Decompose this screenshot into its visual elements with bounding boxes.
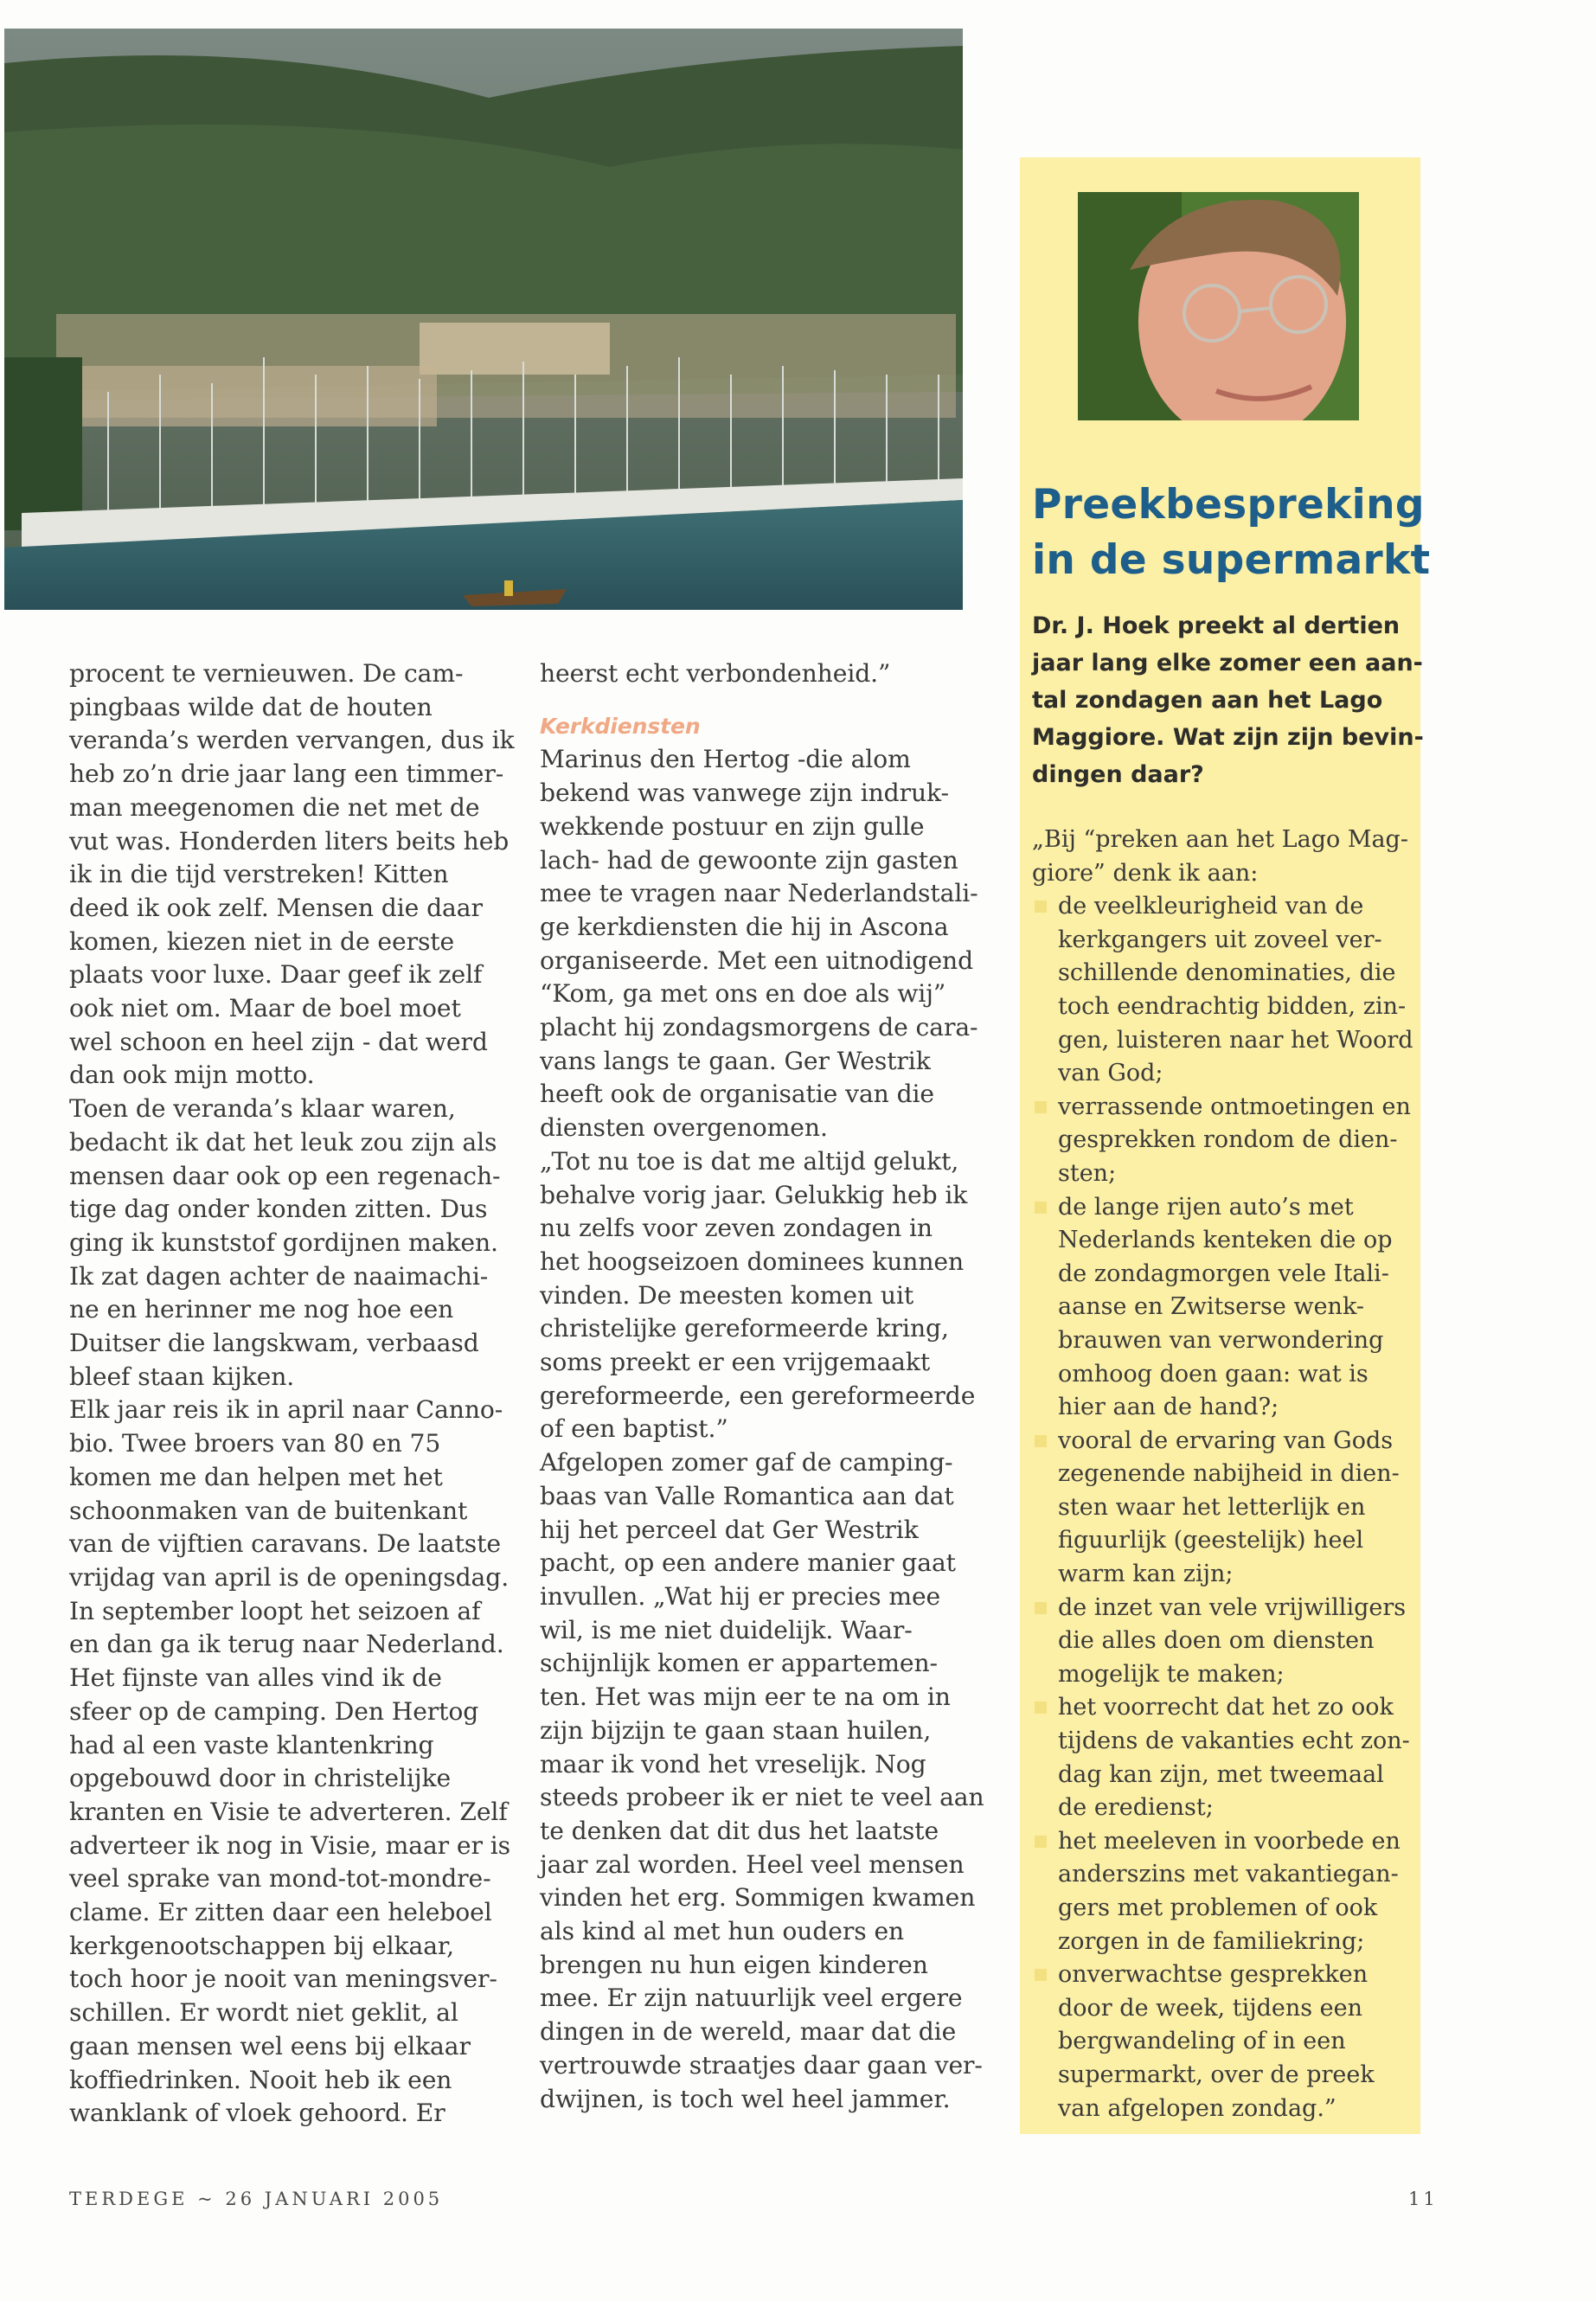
body-text-line: ik in die tijd verstreken! Kitten — [69, 860, 449, 889]
lead-line: giore” denk ik aan: — [1032, 859, 1259, 887]
body-text-line: „Tot nu toe is dat me altijd gelukt, — [540, 1146, 959, 1176]
body-text-line: christelijke gereformeerde kring, — [540, 1314, 949, 1343]
body-text-line: ging ik kunststof gordijnen maken. — [69, 1227, 498, 1257]
list-item-line: dag kan zijn, met tweemaal — [1058, 1760, 1384, 1788]
body-text-line: vinden het erg. Sommigen kwamen — [540, 1883, 976, 1913]
body-text-line: en dan ga ik terug naar Nederland. — [69, 1630, 504, 1659]
list-item — [1032, 1091, 1413, 1191]
body-text-line: heeft ook de organisatie van die — [540, 1080, 935, 1109]
body-text-line: vrijdag van april is de openingsdag. — [69, 1562, 510, 1592]
body-text-line: had al een vaste klantenkring — [69, 1730, 434, 1759]
intro-line: tal zondagen aan het Lago — [1032, 687, 1383, 714]
body-text-line: toch hoor je nooit van meningsver- — [69, 1965, 497, 1994]
body-text-line: vans langs te gaan. Ger Westrik — [540, 1046, 931, 1075]
list-item-line: Nederlands kenteken die op — [1058, 1227, 1393, 1254]
list-item-line: mogelijk te maken; — [1058, 1660, 1285, 1688]
body-text-line: steeds probeer ik er niet te veel aan — [540, 1783, 984, 1812]
list-item-line: supermarkt, over de preek — [1058, 2061, 1375, 2088]
list-item — [1032, 890, 1413, 1091]
body-text-line: schillen. Er wordt niet geklit, al — [69, 1998, 458, 2028]
list-item-line: tijdens de vakanties echt zon- — [1058, 1727, 1410, 1755]
col2-first-line: heerst echt verbondenheid.” — [540, 659, 891, 688]
footer-publication: TERDEGE ~ 26 JANUARI 2005 — [69, 2189, 444, 2209]
intro-line: dingen daar? — [1032, 761, 1204, 788]
list-item-line: gers met problemen of ook — [1058, 1894, 1378, 1921]
body-text-line: als kind al met hun ouders en — [540, 1917, 905, 1946]
intro-line: Dr. J. Hoek preekt al dertien — [1032, 612, 1401, 639]
body-text-line: diensten overgenomen. — [540, 1113, 828, 1143]
body-text-line: behalve vorig jaar. Gelukkig heb ik — [540, 1180, 968, 1209]
body-text-line: organiseerde. Met een uitnodigend — [540, 945, 974, 975]
list-item-line: van afgelopen zondag.” — [1058, 2094, 1336, 2122]
list-item — [1032, 1592, 1413, 1692]
body-text-line: kerkgenootschappen bij elkaar, — [69, 1931, 455, 1960]
body-column-1 — [69, 657, 515, 2131]
list-item-line: gen, luisteren naar het Woord — [1058, 1026, 1413, 1054]
page-number: 11 — [1408, 2189, 1439, 2209]
body-text-line: ne en herinner me nog hoe een — [69, 1295, 454, 1324]
intro-line: Maggiore. Wat zijn zijn bevin- — [1032, 724, 1424, 751]
body-text-line: van de vijftien caravans. De laatste — [69, 1529, 501, 1559]
list-item-line: anderszins met vakantiegan- — [1058, 1861, 1399, 1888]
body-text-line: soms preekt er een vrijgemaakt — [540, 1348, 931, 1377]
list-item-line: het meeleven in voorbede en — [1058, 1827, 1401, 1855]
body-text-line: dan ook mijn motto. — [69, 1061, 315, 1090]
body-text-line: bedacht ik dat het leuk zou zijn als — [69, 1127, 497, 1157]
body-text-line: mee te vragen naar Nederlandstali- — [540, 879, 978, 908]
body-text-line: jaar zal worden. Heel veel mensen — [540, 1849, 965, 1879]
body-text-line: pingbaas wilde dat de houten — [69, 692, 433, 721]
body-text-line: maar ik vond het vreselijk. Nog — [540, 1749, 926, 1779]
harbor-photo — [4, 29, 963, 610]
body-text-line: Ik zat dagen achter de naaimachi- — [69, 1261, 489, 1291]
body-text-line: baas van Valle Romantica aan dat — [540, 1481, 954, 1510]
list-item-line: aanse en Zwitserse wenk- — [1058, 1293, 1364, 1321]
list-item-line: figuurlijk (geestelijk) heel — [1058, 1527, 1364, 1554]
list-item-line: toch eendrachtig bidden, zin- — [1058, 992, 1407, 1020]
body-text-line: sfeer op de camping. Den Hertog — [69, 1696, 479, 1726]
list-item-line: omhoog doen gaan: wat is — [1058, 1360, 1368, 1388]
list-item-line: sten; — [1058, 1159, 1117, 1187]
body-text-line: wekkende postuur en zijn gulle — [540, 811, 925, 841]
sidebar-title-line: in de supermarkt — [1032, 536, 1431, 584]
list-item-line: bergwandeling of in een — [1058, 2028, 1346, 2055]
body-text-line: bleef staan kijken. — [69, 1362, 295, 1391]
body-text-line: dingen in de wereld, maar dat die — [540, 2017, 957, 2047]
list-item-line: kerkgangers uit zoveel ver- — [1058, 926, 1382, 953]
body-text-line: ook niet om. Maar de boel moet — [69, 994, 461, 1023]
body-text-line: ten. Het was mijn eer te na om in — [540, 1682, 951, 1712]
body-text-line: brengen nu hun eigen kinderen — [540, 1950, 928, 1979]
body-text-line: wel schoon en heel zijn - dat werd — [69, 1027, 488, 1056]
body-text-line: deed ik ook zelf. Mensen die daar — [69, 893, 483, 922]
body-text-line: veranda’s werden vervangen, dus ik — [69, 726, 515, 755]
body-text-line: Het fijnste van alles vind ik de — [69, 1663, 442, 1693]
body-text-line: schijnlijk komen er appartemen- — [540, 1649, 938, 1678]
body-text-line: Duitser die langskwam, verbaasd — [69, 1329, 479, 1358]
body-text-line: bio. Twee broers van 80 en 75 — [69, 1429, 441, 1458]
sidebar-title — [1032, 478, 1431, 588]
body-text-line: nu zelfs voor zeven zondagen in — [540, 1214, 933, 1243]
body-text-line: gereformeerde, een gereformeerde — [540, 1381, 976, 1410]
body-text-line: koffiedrinken. Nooit heb ik een — [69, 2065, 452, 2094]
body-text-line: “Kom, ga met ons en doe als wij” — [540, 979, 946, 1009]
list-item-line: de inzet van vele vrijwilligers — [1058, 1593, 1407, 1621]
body-text-line: mee. Er zijn natuurlijk veel ergere — [540, 1984, 963, 2013]
sidebar-box — [1020, 157, 1431, 2134]
body-text-line: Afgelopen zomer gaf de camping- — [540, 1448, 953, 1477]
list-item-line: de eredienst; — [1058, 1794, 1214, 1822]
body-text-line: te denken dat dit dus het laatste — [540, 1816, 939, 1845]
body-text-line: of een baptist.” — [540, 1414, 728, 1444]
body-text-line: wil, is me niet duidelijk. Waar- — [540, 1615, 913, 1644]
body-text-line: schoonmaken van de buitenkant — [69, 1496, 468, 1525]
body-text-line: Elk jaar reis ik in april naar Canno- — [69, 1395, 503, 1425]
body-text-line: komen me dan helpen met het — [69, 1462, 443, 1491]
body-text-line: vut was. Honderden liters beits heb — [69, 826, 510, 856]
body-column-2 — [540, 657, 984, 2116]
sidebar-list — [1032, 890, 1413, 2125]
body-text-line: gaan mensen wel eens bij elkaar — [69, 2031, 471, 2061]
body-text-line: bekend was vanwege zijn indruk- — [540, 779, 949, 808]
body-text-line: In september loopt het seizoen af — [69, 1596, 481, 1625]
body-text-line: dwijnen, is toch wel heel jammer. — [540, 2084, 951, 2113]
lead-line: „Bij “preken aan het Lago Mag- — [1032, 826, 1408, 853]
body-text-line: procent te vernieuwen. De cam- — [69, 659, 464, 688]
list-item — [1032, 1191, 1413, 1425]
list-item — [1032, 1425, 1413, 1592]
intro-line: jaar lang elke zomer een aan- — [1032, 650, 1423, 676]
body-text-line: plaats voor luxe. Daar geef ik zelf — [69, 960, 483, 990]
body-text-line: man meegenomen die net met de — [69, 792, 480, 822]
list-item-line: vooral de ervaring van Gods — [1058, 1426, 1394, 1454]
body-text-line: Toen de veranda’s klaar waren, — [69, 1094, 456, 1124]
body-text-line: adverteer ik nog in Visie, maar er is — [69, 1830, 510, 1860]
body-text-line: placht hij zondagsmorgens de cara- — [540, 1013, 978, 1042]
sidebar-intro — [1032, 607, 1424, 793]
body-text-line: ge kerkdiensten die hij in Ascona — [540, 912, 949, 941]
body-text-line: hij het perceel dat Ger Westrik — [540, 1515, 919, 1544]
list-item — [1032, 1691, 1413, 1824]
body-text-line: vertrouwde straatjes daar gaan ver- — [540, 2050, 983, 2080]
body-text-line: kranten en Visie te adverteren. Zelf — [69, 1797, 508, 1826]
list-item-line: onverwachtse gesprekken — [1058, 1961, 1368, 1989]
list-item — [1032, 1825, 1413, 1958]
list-item-line: hier aan de hand?; — [1058, 1394, 1279, 1421]
list-item-line: die alles doen om diensten — [1058, 1627, 1375, 1655]
sidebar-body — [1032, 824, 1413, 2125]
body-text-line: clame. Er zitten daar een heleboel — [69, 1898, 492, 1927]
body-text-line: wanklank of vloek gehoord. Er — [69, 2099, 445, 2128]
list-item-line: verrassende ontmoetingen en — [1058, 1093, 1411, 1120]
body-text-line: komen, kiezen niet in de eerste — [69, 926, 455, 956]
list-item-line: zorgen in de familiekring; — [1058, 1927, 1365, 1955]
body-text-line: tige dag onder konden zitten. Dus — [69, 1195, 488, 1224]
list-item-line: sten waar het letterlijk en — [1058, 1493, 1366, 1521]
list-item-line: brauwen van verwondering — [1058, 1326, 1384, 1354]
body-text-line: veel sprake van mond-tot-mondre- — [69, 1864, 491, 1894]
list-item-line: schillende denominaties, die — [1058, 959, 1396, 987]
body-text-line: mensen daar ook op een regenach- — [69, 1161, 501, 1190]
body-text-line: heb zo’n drie jaar lang een timmer- — [69, 760, 504, 789]
list-item-line: zegenende nabijheid in dien- — [1058, 1460, 1400, 1488]
body-text-line: zijn bijzijn te gaan staan huilen, — [540, 1715, 932, 1745]
body-text-line: opgebouwd door in christelijke — [69, 1764, 452, 1793]
body-text-line: vinden. De meesten komen uit — [540, 1280, 914, 1310]
list-item-line: de zondagmorgen vele Itali- — [1058, 1259, 1389, 1287]
body-text-line: invullen. „Wat hij er precies mee — [540, 1581, 941, 1611]
sidebar-title-line: Preekbespreking — [1032, 481, 1425, 529]
list-item-line: van God; — [1058, 1060, 1163, 1087]
list-item-line: door de week, tijdens een — [1058, 1994, 1363, 2022]
author-portrait — [1078, 192, 1359, 420]
list-item-line: de lange rijen auto’s met — [1058, 1193, 1354, 1221]
list-item-line: warm kan zijn; — [1058, 1561, 1234, 1588]
section-subhead: Kerkdiensten — [540, 713, 701, 739]
list-item-line: de veelkleurigheid van de — [1058, 893, 1364, 920]
body-text-line: Marinus den Hertog -die alom — [540, 745, 911, 774]
body-text-line: lach- had de gewoonte zijn gasten — [540, 845, 958, 875]
list-item-line: het voorrecht dat het zo ook — [1058, 1694, 1394, 1721]
body-text-line: het hoogseizoen dominees kunnen — [540, 1247, 965, 1276]
list-item-line: gesprekken rondom de dien- — [1058, 1126, 1398, 1154]
body-text-line: pacht, op een andere manier gaat — [540, 1548, 956, 1578]
list-item — [1032, 1958, 1413, 2125]
